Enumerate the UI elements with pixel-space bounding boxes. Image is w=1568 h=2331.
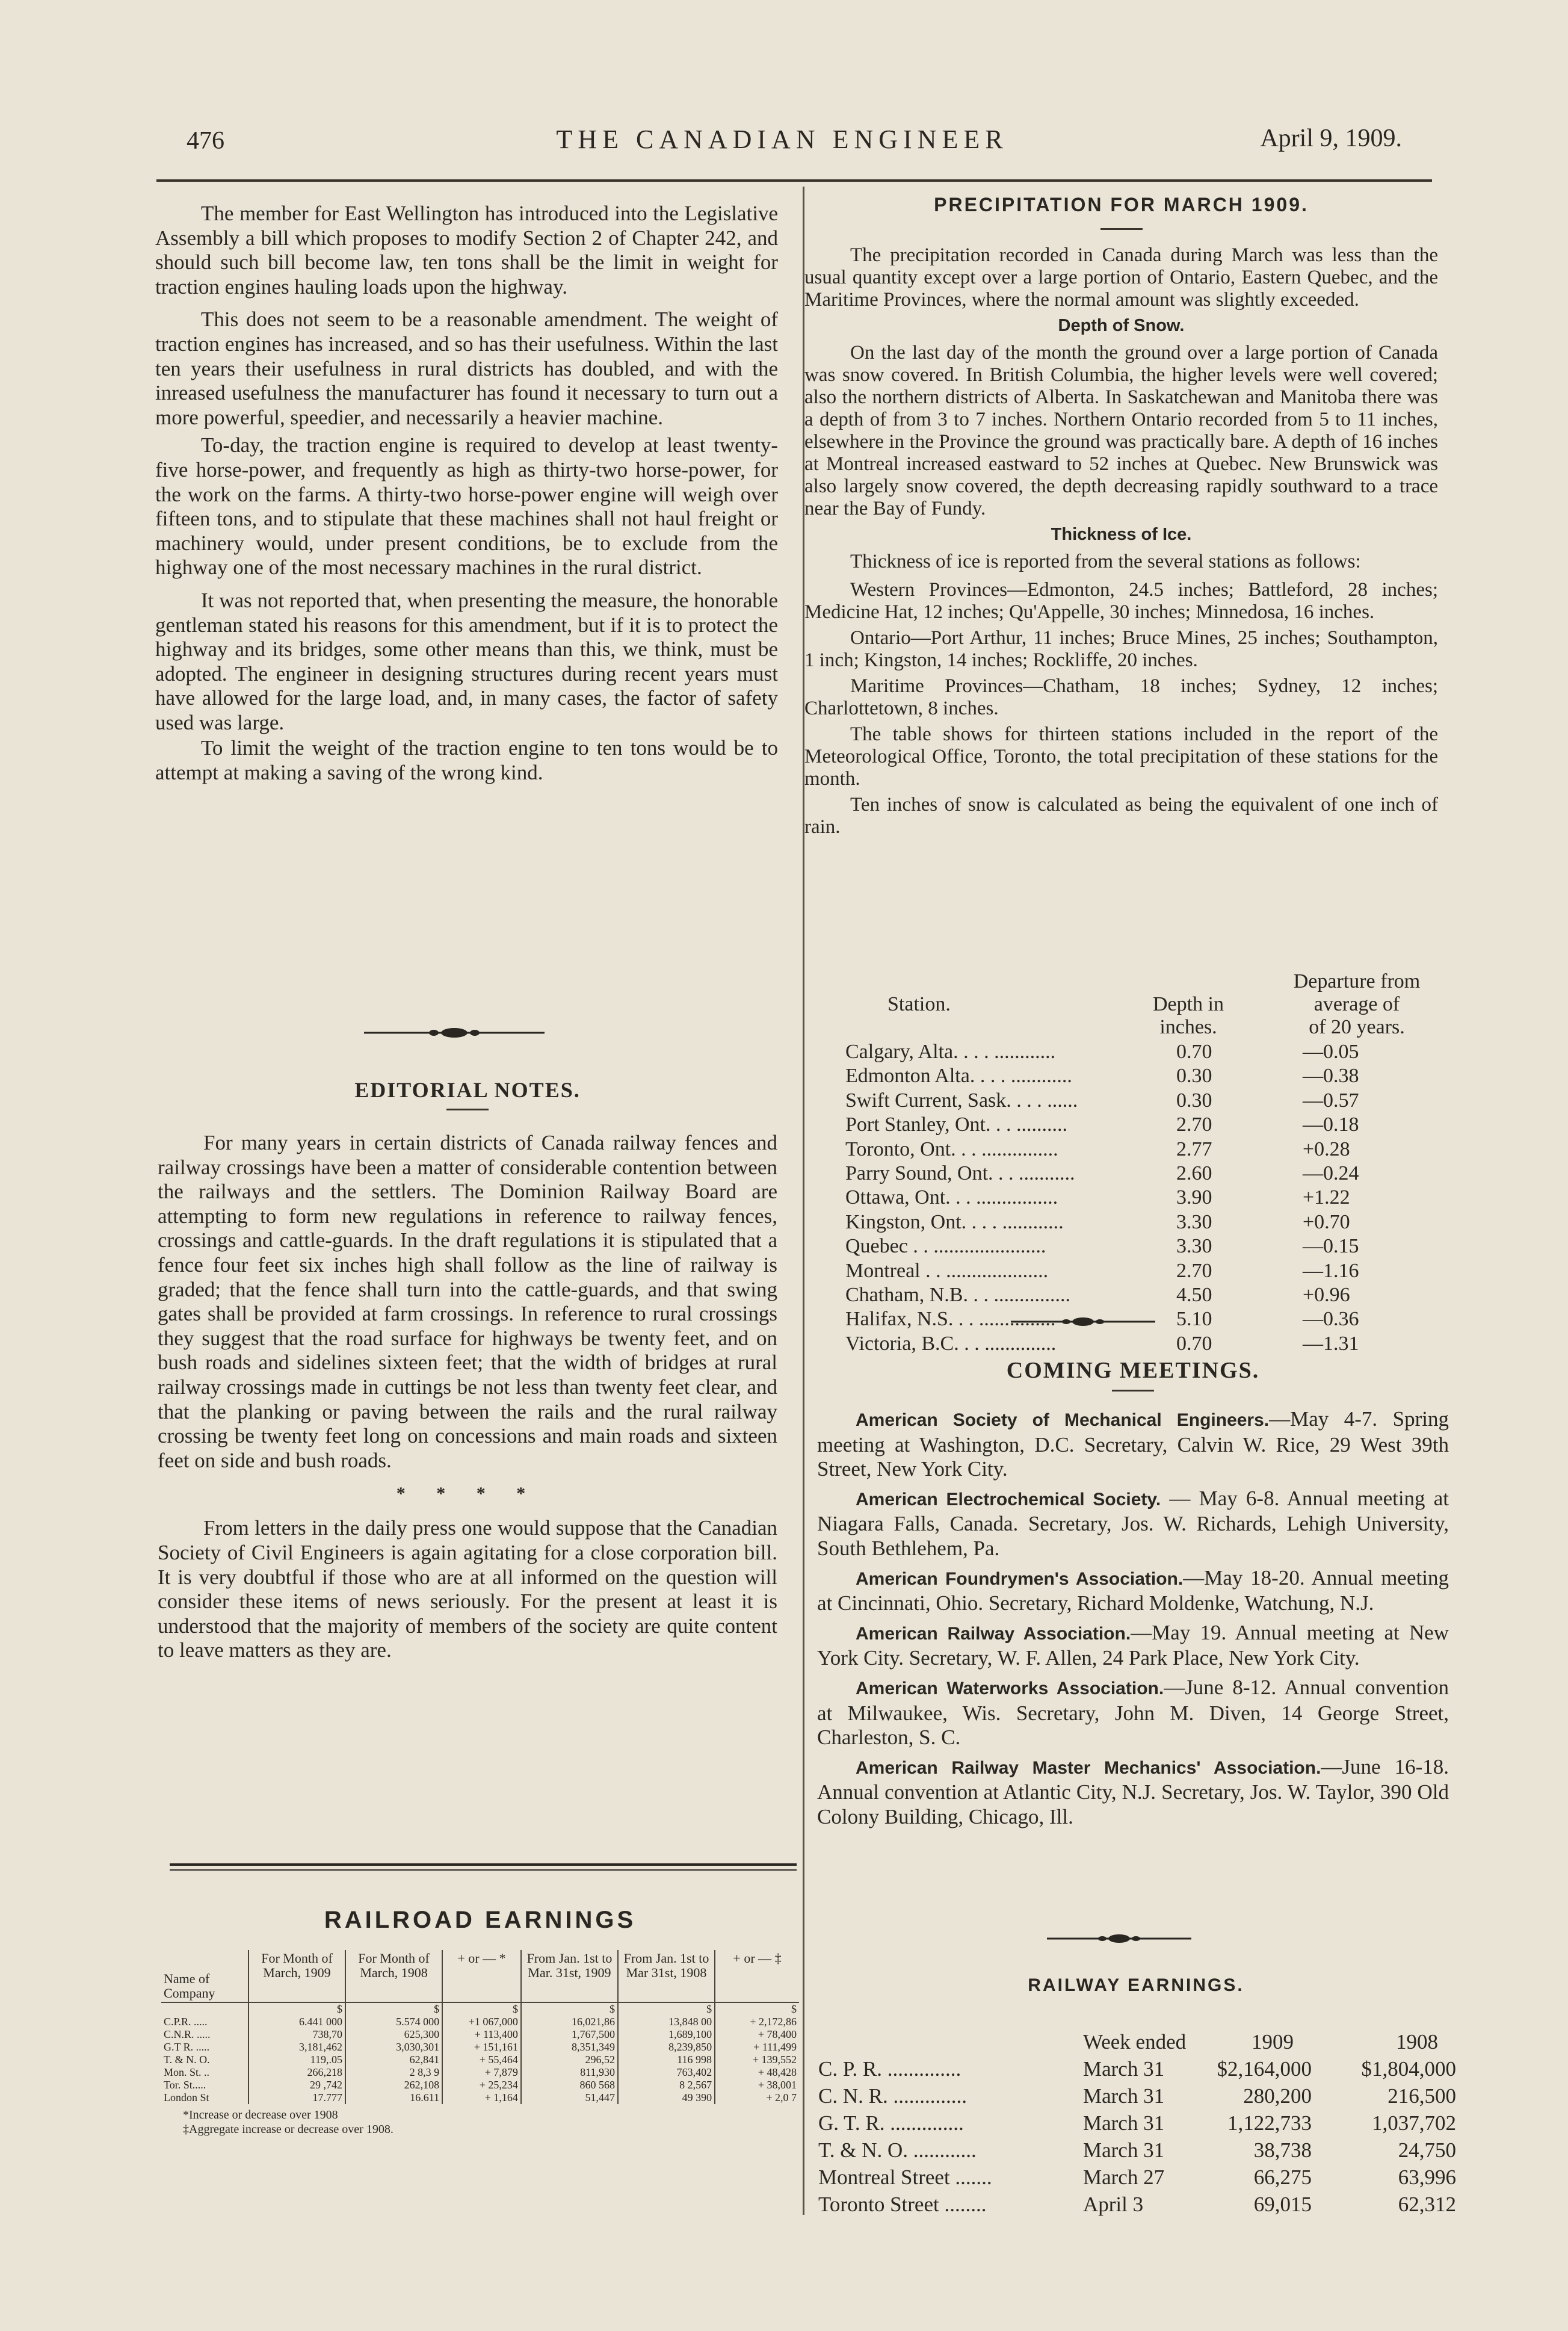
station-row	[845, 1186, 1441, 1210]
station-name: Chatham, N.B. . . ...............	[845, 1283, 1070, 1306]
col-header: + or — *	[442, 1950, 521, 2002]
station-depth: 3.30	[1176, 1235, 1212, 1258]
departure-header: of 20 years.	[1309, 1016, 1405, 1038]
station-departure: +1.22	[1303, 1186, 1350, 1209]
station-departure: —0.18	[1303, 1113, 1359, 1136]
table-cell: $	[345, 2002, 442, 2016]
meeting-details: — May 6-8. Annual meeting at Niagara Falls, Canada. Secretary, Jos. W. Richards, Lehigh University, South Bethlehem, Pa.	[817, 1486, 1449, 1560]
heading-rule	[1100, 228, 1143, 230]
issue-date: April 9, 1909.	[1260, 125, 1402, 152]
table-cell: 860 568	[521, 2079, 618, 2091]
table-cell: $	[521, 2002, 618, 2016]
railway-name: C. N. R. ..............	[818, 2084, 967, 2108]
double-rule	[170, 1863, 797, 1866]
table-cell: 2 8,3 9	[345, 2066, 442, 2079]
station-depth: 3.30	[1176, 1210, 1212, 1233]
railway-name: Toronto Street ........	[818, 2193, 987, 2216]
snow-subheading: Depth of Snow.	[1058, 316, 1185, 335]
station-name: Parry Sound, Ont. . . ...........	[845, 1162, 1075, 1184]
earnings-1908: $1,804,000	[1361, 2057, 1456, 2081]
station-name: Montreal . . ....................	[845, 1259, 1049, 1282]
station-row	[845, 1040, 1441, 1064]
ice-paragraph: Thickness of ice is reported from the several stations as follows:	[850, 551, 1361, 572]
station-name: Kingston, Ont. . . . ............	[845, 1210, 1064, 1233]
station-row	[845, 1210, 1441, 1234]
week-ended: March 31	[1083, 2111, 1165, 2135]
table-cell: C.N.R. .....	[164, 2028, 211, 2040]
table-cell: 625,300	[345, 2028, 442, 2041]
table-cell: $	[442, 2002, 521, 2016]
precipitation-heading: PRECIPITATION FOR MARCH 1909.	[934, 194, 1309, 215]
table-cell: London St	[164, 2091, 209, 2103]
station-name: Quebec . . ......................	[845, 1235, 1046, 1258]
station-departure: —0.15	[1303, 1235, 1359, 1258]
col-header: Week ended	[1083, 2030, 1187, 2054]
col-header: 1908	[1396, 2030, 1438, 2054]
table-cell: 29 ,742	[248, 2079, 345, 2091]
railroad-heading: RAILROAD EARNINGS	[324, 1907, 637, 1933]
table-cell	[161, 2002, 248, 2016]
meeting-org: American Waterworks Association.	[856, 1678, 1164, 1698]
editorial-section	[158, 1077, 777, 1663]
meeting-org: American Electrochemical Society.	[856, 1489, 1161, 1509]
station-depth: 3.90	[1176, 1186, 1212, 1209]
railway-row	[818, 2164, 1456, 2191]
station-name: Swift Current, Sask. . . . ......	[845, 1089, 1078, 1112]
page-number: 476	[187, 127, 224, 155]
table-cell: 1,767,500	[521, 2028, 618, 2041]
table-cell: 3,181,462	[248, 2041, 345, 2054]
station-row	[845, 1259, 1441, 1283]
section-stars: * * * *	[396, 1484, 539, 1504]
table-cell: 16,021,86	[521, 2016, 618, 2028]
railroad-body	[161, 2002, 799, 2104]
railway-row	[818, 2055, 1456, 2082]
editorial-paragraph: From letters in the daily press one would suppose that the Canadian Society of Civil Engineers is again agitating for a close corporation bill. It is very doubtful if those who are at all informed on the question will consider these items of news seriously. For the present at least it is understood that the majority of members of the society are quite content to leave matters as they are.	[158, 1516, 777, 1662]
table-row	[161, 2054, 799, 2066]
table-note: *Increase or decrease over 1908	[183, 2108, 338, 2122]
meeting-item	[817, 1487, 1449, 1561]
earnings-1909: 66,275	[1253, 2165, 1312, 2189]
col-header: Name of Company	[164, 1971, 215, 2001]
table-cell: + 139,552	[715, 2054, 799, 2066]
railway-name: Montreal Street .......	[818, 2165, 992, 2189]
station-row	[845, 1138, 1441, 1162]
earnings-1908: 1,037,702	[1372, 2111, 1456, 2135]
meeting-details: —May 18-20. Annual meeting at Cincinnati, Ohio. Secretary, Richard Moldenke, Watchung, N.J.	[817, 1565, 1449, 1615]
meeting-org: American Society of Mechanical Engineers.	[856, 1410, 1270, 1430]
railway-rows	[818, 2055, 1456, 2218]
meeting-item	[817, 1621, 1449, 1671]
departure-header: Departure from	[1293, 970, 1421, 992]
table-cell: 119,.05	[248, 2054, 345, 2066]
station-header: Station.	[887, 993, 951, 1015]
table-cell: 49 390	[618, 2091, 715, 2104]
ornament-divider	[1047, 1932, 1191, 1945]
table-cell: + 113,400	[442, 2028, 521, 2041]
meeting-org: American Railway Association.	[856, 1623, 1131, 1644]
table-cell: 17.777	[248, 2091, 345, 2104]
railway-row	[818, 2137, 1456, 2164]
ice-paragraph: Western Provinces—Edmonton, 24.5 inches; Battleford, 28 inches; Medicine Hat, 12 inches; Qu'Appelle, 30 inches; Minnedosa, 16 inches.	[804, 579, 1438, 623]
table-cell: + 48,428	[715, 2066, 799, 2079]
station-name: Victoria, B.C. . . ..............	[845, 1332, 1057, 1355]
table-cell: 8,239,850	[618, 2041, 715, 2054]
table-cell: 763,402	[618, 2066, 715, 2079]
station-row	[845, 1162, 1441, 1186]
ice-paragraph: The table shows for thirteen stations included in the report of the Meteorological Office, Toronto, the total precipitation of these stations for the month.	[804, 723, 1438, 790]
meeting-org: American Foundrymen's Association.	[856, 1568, 1184, 1589]
ice-paragraph: Maritime Provinces—Chatham, 18 inches; Sydney, 12 inches; Charlottetown, 8 inches.	[804, 675, 1438, 719]
table-cell: 8 2,567	[618, 2079, 715, 2091]
table-row	[161, 2028, 799, 2041]
railway-row	[818, 2082, 1456, 2110]
precipitation-section	[804, 194, 1438, 842]
station-depth: 5.10	[1176, 1308, 1212, 1331]
snow-paragraph: On the last day of the month the ground over a large portion of Canada was snow covered. In British Columbia, the higher levels were well covered; also the northern districts of Alberta. In Saskatchewan and Manitoba there was a depth of from 3 to 7 inches. Northern Ontario recorded from 5 to 11 inches, elsewhere in the Province the ground was practically bare. A depth of 16 inches at Montreal increased eastward to 52 inches at Quebec. New Brunswick was also largely snow covered, the depth decreasing rapidly southward to a trace near the Bay of Fundy.	[804, 342, 1438, 519]
railway-heading: RAILWAY EARNINGS.	[1028, 1975, 1244, 1995]
heading-rule	[1112, 1390, 1154, 1391]
header-rule	[156, 179, 1432, 182]
departure-header: average of	[1313, 993, 1400, 1015]
earnings-1909: 1,122,733	[1227, 2111, 1312, 2135]
station-depth: 2.60	[1176, 1162, 1212, 1184]
meeting-item	[817, 1676, 1449, 1750]
table-cell: 16.611	[345, 2091, 442, 2104]
earnings-1909: 69,015	[1253, 2193, 1312, 2216]
station-depth: 4.50	[1176, 1283, 1212, 1306]
station-depth: 0.30	[1176, 1089, 1212, 1112]
meeting-details: —June 8-12. Annual convention at Milwaukee, Wis. Secretary, John M. Diven, 14 George Street, Charleston, S. C.	[817, 1675, 1449, 1750]
table-header	[845, 963, 1441, 1038]
table-cell: 266,218	[248, 2066, 345, 2079]
table-cell: $	[618, 2002, 715, 2016]
station-row	[845, 1234, 1441, 1258]
station-row	[845, 1283, 1441, 1307]
table-cell: 3,030,301	[345, 2041, 442, 2054]
meetings-heading: COMING MEETINGS.	[1006, 1358, 1260, 1383]
week-ended: March 31	[1083, 2084, 1165, 2108]
station-departure: —0.24	[1303, 1162, 1359, 1184]
col-header: For Month of March, 1909	[248, 1950, 345, 2002]
station-name: Halifax, N.S. . . ...............	[845, 1308, 1056, 1331]
table-cell: +1 067,000	[442, 2016, 521, 2028]
meeting-item	[817, 1407, 1449, 1482]
precipitation-table	[845, 963, 1441, 1356]
station-name: Ottawa, Ont. . . ................	[845, 1186, 1058, 1209]
ornament-divider	[364, 1026, 545, 1040]
journal-title: THE CANADIAN ENGINEER	[556, 125, 1008, 154]
railroad-table	[161, 1950, 799, 2104]
table-cell: Tor. St.....	[164, 2079, 206, 2091]
earnings-1908: 63,996	[1398, 2165, 1456, 2189]
table-cell: 8,351,349	[521, 2041, 618, 2054]
intro-paragraph: This does not seem to be a reasonable amendment. The weight of traction engines has increased, and so has their usefulness. Within the last ten years their usefulness in rural districts has doubled, and with the inreased usefulness the manufacturer has found it necessary to turn out a more powerful, speedier, and necessarily a heavier machine.	[155, 308, 778, 429]
railroad-earnings	[161, 1950, 799, 2137]
station-name: Port Stanley, Ont. . . ..........	[845, 1113, 1067, 1136]
station-name: Calgary, Alta. . . . ............	[845, 1041, 1056, 1063]
table-cell: + 25,234	[442, 2079, 521, 2091]
station-depth: 2.70	[1176, 1113, 1212, 1136]
meeting-org: American Railway Master Mechanics' Association.	[856, 1757, 1321, 1778]
intro-paragraph: The member for East Wellington has introduced into the Legislative Assembly a bill which proposes to modify Section 2 of Chapter 242, and should such bill become law, ten tons shall be the limit in weight for traction engines hauling loads upon the highway.	[155, 202, 778, 299]
meeting-details: —May 4-7. Spring meeting at Washington, D.C. Secretary, Calvin W. Rice, 29 West 39th Street, New York City.	[817, 1407, 1449, 1481]
station-departure: —1.31	[1303, 1332, 1359, 1355]
table-cell: 62,841	[345, 2054, 442, 2066]
station-depth: 0.70	[1176, 1332, 1212, 1355]
station-departure: —1.16	[1303, 1259, 1359, 1282]
station-departure: +0.28	[1303, 1138, 1350, 1160]
station-departure: +0.70	[1303, 1210, 1350, 1233]
station-departure: +0.96	[1303, 1283, 1350, 1306]
station-depth: 2.77	[1176, 1138, 1212, 1160]
table-cell: 262,108	[345, 2079, 442, 2091]
intro-paragraph: To limit the weight of the traction engine to ten tons would be to attempt at making a saving of the wrong kind.	[155, 736, 778, 785]
table-cell: 296,52	[521, 2054, 618, 2066]
station-departure: —0.38	[1303, 1065, 1359, 1088]
left-column-intro	[155, 202, 778, 785]
earnings-1908: 216,500	[1387, 2084, 1456, 2108]
table-cell: + 78,400	[715, 2028, 799, 2041]
earnings-1909: 38,738	[1253, 2138, 1312, 2162]
railway-earnings	[818, 2028, 1456, 2218]
page-header	[162, 120, 1402, 163]
table-cell: + 7,879	[442, 2066, 521, 2079]
station-row	[845, 1113, 1441, 1137]
week-ended: March 31	[1083, 2057, 1165, 2081]
precip-intro: The precipitation recorded in Canada during March was less than the usual quantity except over a large portion of Ontario, Eastern Quebec, and the Maritime Provinces, where the normal amount was slightly exceeded.	[804, 244, 1438, 311]
precipitation-rows	[845, 1040, 1441, 1356]
earnings-1909: 280,200	[1243, 2084, 1312, 2108]
table-cell: G.T R. .....	[164, 2041, 210, 2053]
railway-row	[818, 2191, 1456, 2218]
col-header: For Month of March, 1908	[345, 1950, 442, 2002]
station-row	[845, 1089, 1441, 1113]
table-row	[161, 2041, 799, 2054]
table-cell: 13,848 00	[618, 2016, 715, 2028]
table-cell: 738,70	[248, 2028, 345, 2041]
table-row	[161, 2016, 799, 2028]
table-row	[161, 2091, 799, 2104]
table-cell: 811,930	[521, 2066, 618, 2079]
col-header: + or — ‡	[715, 1950, 799, 2002]
table-cell: + 111,499	[715, 2041, 799, 2054]
table-cell: + 151,161	[442, 2041, 521, 2054]
ornament-divider	[1011, 1315, 1155, 1328]
week-ended: April 3	[1083, 2193, 1144, 2216]
railway-name: G. T. R. ..............	[818, 2111, 964, 2135]
col-header: From Jan. 1st to Mar. 31st, 1909	[521, 1950, 618, 2002]
railway-name: C. P. R. ..............	[818, 2057, 961, 2081]
station-departure: —0.05	[1303, 1041, 1359, 1063]
heading-rule	[446, 1109, 489, 1110]
table-cell: 116 998	[618, 2054, 715, 2066]
meetings-list	[817, 1407, 1449, 1830]
editorial-paragraph: For many years in certain districts of Canada railway fences and railway crossings have been a matter of considerable contention between the railways and the settlers. The Dominion Railway Board are attempting to form new regulations in reference to railway fences, crossings and cattle-guards. In the draft regulations it is stipulated that a fence four feet six inches high shall follow as the line of railway is graded; that the fence shall turn into the cattle-guards, and that swing gates shall be provided at farm crossings. In reference to rural crossings they suggest that the road surface for highways be twenty feet, and on bush roads and sidelines sixteen feet; that the width of bridges at rural railway crossings made in cuttings be not less than twenty feet clear, and that the planking or paving between the rails and the rural railway crossing be twenty feet long on concessions and main roads and sixteen feet on side and bush roads.	[158, 1131, 777, 1472]
week-ended: March 27	[1083, 2165, 1165, 2189]
table-cell: + 1,164	[442, 2091, 521, 2104]
ice-subheading: Thickness of Ice.	[1051, 525, 1192, 544]
table-cell: T. & N. O.	[164, 2054, 210, 2066]
meeting-item	[817, 1755, 1449, 1830]
station-name: Edmonton Alta. . . . ............	[845, 1065, 1072, 1088]
table-cell: Mon. St. ..	[164, 2066, 210, 2078]
railway-row	[818, 2110, 1456, 2137]
table-cell: 5.574 000	[345, 2016, 442, 2028]
table-cell: + 38,001	[715, 2079, 799, 2091]
meetings-section	[817, 1357, 1449, 1830]
table-cell: + 2,172,86	[715, 2016, 799, 2028]
ice-paragraph: Ten inches of snow is calculated as being the equivalent of one inch of rain.	[804, 794, 1438, 838]
station-row	[845, 1332, 1441, 1356]
table-cell: 6.441 000	[248, 2016, 345, 2028]
station-depth: 2.70	[1176, 1259, 1212, 1282]
meeting-item	[817, 1566, 1449, 1616]
table-cell: C.P.R. .....	[164, 2016, 208, 2028]
meeting-details: —June 16-18. Annual convention at Atlantic City, N.J. Secretary, Jos. W. Taylor, 390 Old Colony Building, Chicago, Ill.	[817, 1754, 1449, 1828]
station-depth: 0.30	[1176, 1065, 1212, 1088]
table-cell: $	[248, 2002, 345, 2016]
double-rule	[170, 1869, 797, 1871]
railway-header-row	[818, 2028, 1456, 2055]
week-ended: March 31	[1083, 2138, 1165, 2162]
editorial-heading: EDITORIAL NOTES.	[354, 1078, 581, 1102]
table-cell: + 2,0 7	[715, 2091, 799, 2104]
station-departure: —0.36	[1303, 1308, 1359, 1331]
station-row	[845, 1064, 1441, 1088]
intro-paragraph: It was not reported that, when presenting the measure, the honorable gentleman stated his reasons for this amendment, but if it is to protect the highway and its bridges, some other means than this, we think, must be adopted. The engineer in designing structures during recent years must have allowed for the large load, and, in many cases, the factor of safety used was large.	[155, 588, 778, 734]
table-cell: 1,689,100	[618, 2028, 715, 2041]
earnings-1908: 24,750	[1398, 2138, 1456, 2162]
ice-paragraph: Ontario—Port Arthur, 11 inches; Bruce Mines, 25 inches; Southampton, 1 inch; Kingston, 14 inches; Rockliffe, 20 inches.	[804, 627, 1438, 671]
earnings-1908: 62,312	[1398, 2193, 1456, 2216]
table-cell: $	[715, 2002, 799, 2016]
depth-header: Depth in inches.	[1152, 993, 1224, 1038]
station-name: Toronto, Ont. . . ...............	[845, 1138, 1058, 1160]
col-header: From Jan. 1st to Mar 31st, 1908	[618, 1950, 715, 2002]
earnings-1909: $2,164,000	[1217, 2057, 1312, 2081]
col-header: 1909	[1252, 2030, 1294, 2054]
table-cell: + 55,464	[442, 2054, 521, 2066]
meeting-details: —May 19. Annual meeting at New York City. Secretary, W. F. Allen, 24 Park Place, New York City.	[817, 1620, 1449, 1670]
station-departure: —0.57	[1303, 1089, 1359, 1112]
intro-paragraph: To-day, the traction engine is required to develop at least twenty-five horse-power, and frequently as high as thirty-two horse-power, for the work on the farms. A thirty-two horse-power engine will weigh over fifteen tons, and to stipulate that these machines shall not haul freight or machinery would, under present conditions, be to exclude from the highway one of the most necessary machines in the rural district.	[155, 433, 778, 580]
station-depth: 0.70	[1176, 1041, 1212, 1063]
table-row	[161, 2066, 799, 2079]
table-row	[161, 2079, 799, 2091]
table-row	[161, 2002, 799, 2016]
table-note: ‡Aggregate increase or decrease over 1908.	[183, 2123, 394, 2136]
railway-name: T. & N. O. ............	[818, 2138, 977, 2162]
table-cell: 51,447	[521, 2091, 618, 2104]
